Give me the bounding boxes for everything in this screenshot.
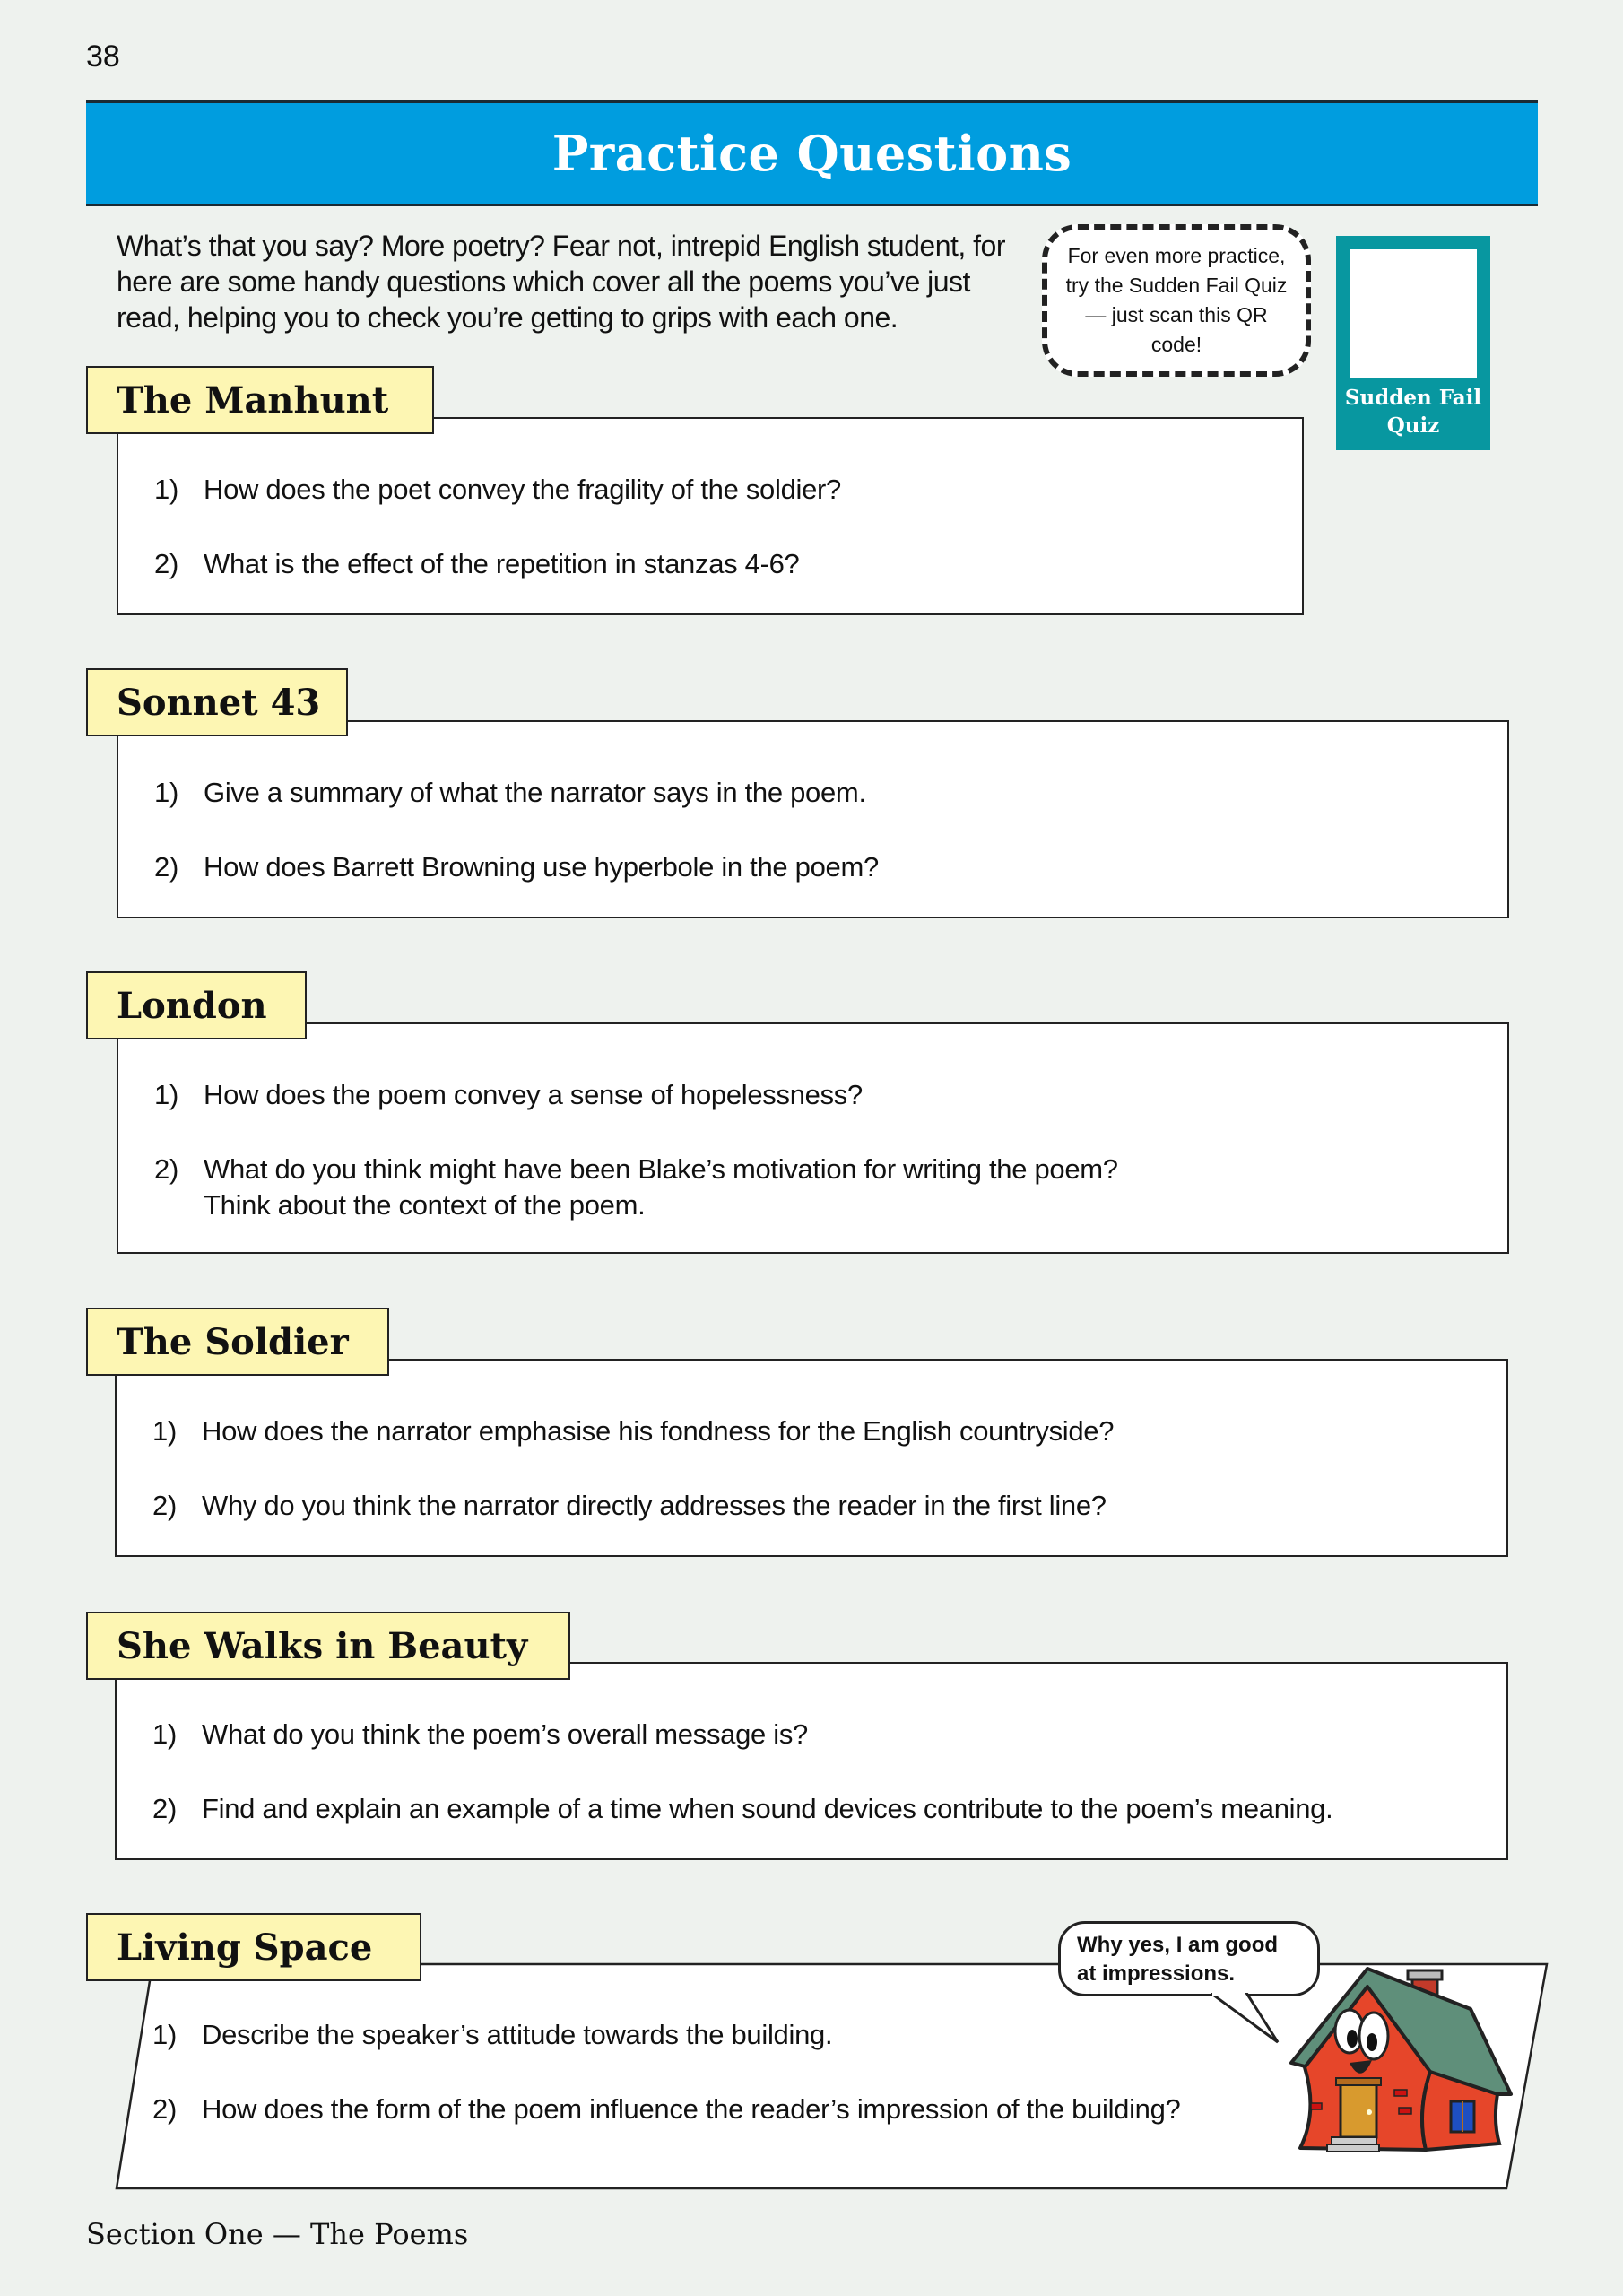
question-box-she-walks-in-beauty — [115, 1662, 1508, 1860]
qr-callout — [1042, 224, 1311, 377]
question — [152, 1791, 1332, 1827]
question-number: 1) — [154, 777, 178, 808]
page-number: 38 — [86, 39, 120, 74]
question-number: 2) — [154, 1153, 178, 1185]
page-title: Practice Questions — [551, 125, 1072, 182]
question-text: What do you think might have been Blake’s motivation for writing the poem? — [204, 1153, 1118, 1185]
speech-bubble-tail — [1211, 1993, 1282, 2047]
question-text: Give a summary of what the narrator says in the poem. — [204, 777, 866, 808]
question-text: How does the poem convey a sense of hopelessness? — [204, 1079, 863, 1110]
question — [152, 2092, 1181, 2127]
qr-code[interactable] — [1350, 249, 1477, 378]
question-number: 1) — [152, 2019, 177, 2050]
question — [154, 1152, 1118, 1223]
qr-callout-text: For even more practice, try the Sudden Fail Quiz — just scan this QR code! — [1065, 244, 1288, 356]
question — [152, 1488, 1107, 1524]
question-box-london — [117, 1022, 1509, 1254]
question — [154, 849, 879, 885]
question-number: 1) — [154, 474, 178, 505]
question — [152, 2017, 832, 2053]
section-title-she-walks-in-beauty: She Walks in Beauty — [86, 1612, 570, 1680]
question — [154, 546, 800, 582]
question-number: 2) — [152, 1490, 177, 1521]
question — [154, 472, 841, 508]
question — [152, 1717, 808, 1752]
section-title-london: London — [86, 971, 307, 1039]
question — [154, 1077, 863, 1113]
intro-text: What’s that you say? More poetry? Fear not, intrepid English student, for here are some handy questions which cover all the poems you’ve just read, helping you to check you’re getting to grips with each one. — [117, 230, 1005, 334]
question-text: What is the effect of the repetition in stanzas 4-6? — [204, 548, 800, 579]
footer-section-label: Section One — The Poems — [86, 2217, 469, 2251]
question-box-the-manhunt — [117, 417, 1304, 615]
question-text: What do you think the poem’s overall message is? — [202, 1718, 809, 1750]
question-number: 1) — [152, 1415, 177, 1447]
section-title-living-space: Living Space — [86, 1913, 421, 1981]
question — [152, 1413, 1114, 1449]
section-title-the-manhunt: The Manhunt — [86, 366, 434, 434]
question-hint: Think about the context of the poem. — [204, 1189, 646, 1221]
speech-bubble — [1058, 1921, 1320, 1996]
section-title-the-soldier: The Soldier — [86, 1308, 389, 1376]
question-number: 2) — [154, 851, 178, 883]
question-text: How does the form of the poem influence the reader’s impression of the building? — [202, 2093, 1181, 2125]
question-text: Find and explain an example of a time when sound devices contribute to the poem’s meaning. — [202, 1793, 1333, 1824]
question-number: 1) — [152, 1718, 177, 1750]
qr-label: Sudden Fail Quiz — [1344, 386, 1482, 438]
question-number: 2) — [154, 548, 178, 579]
qr-code-panel[interactable] — [1336, 236, 1490, 450]
question-number: 2) — [152, 2093, 177, 2125]
question-text: How does the narrator emphasise his fondness for the English countryside? — [202, 1415, 1115, 1447]
question-text: How does Barrett Browning use hyperbole in the poem? — [204, 851, 879, 883]
title-banner — [86, 100, 1538, 206]
section-title-sonnet-43: Sonnet 43 — [86, 668, 348, 736]
question-text: Describe the speaker’s attitude towards the building. — [202, 2019, 833, 2050]
question-box-sonnet-43 — [117, 720, 1509, 918]
question-box-the-soldier — [115, 1359, 1508, 1557]
question-number: 2) — [152, 1793, 177, 1824]
speech-bubble-text: Why yes, I am good at impressions. — [1077, 1933, 1279, 1986]
question — [154, 775, 866, 811]
question-text: Why do you think the narrator directly addresses the reader in the first line? — [202, 1490, 1107, 1521]
question-text: How does the poet convey the fragility of the soldier? — [204, 474, 841, 505]
question-number: 1) — [154, 1079, 178, 1110]
